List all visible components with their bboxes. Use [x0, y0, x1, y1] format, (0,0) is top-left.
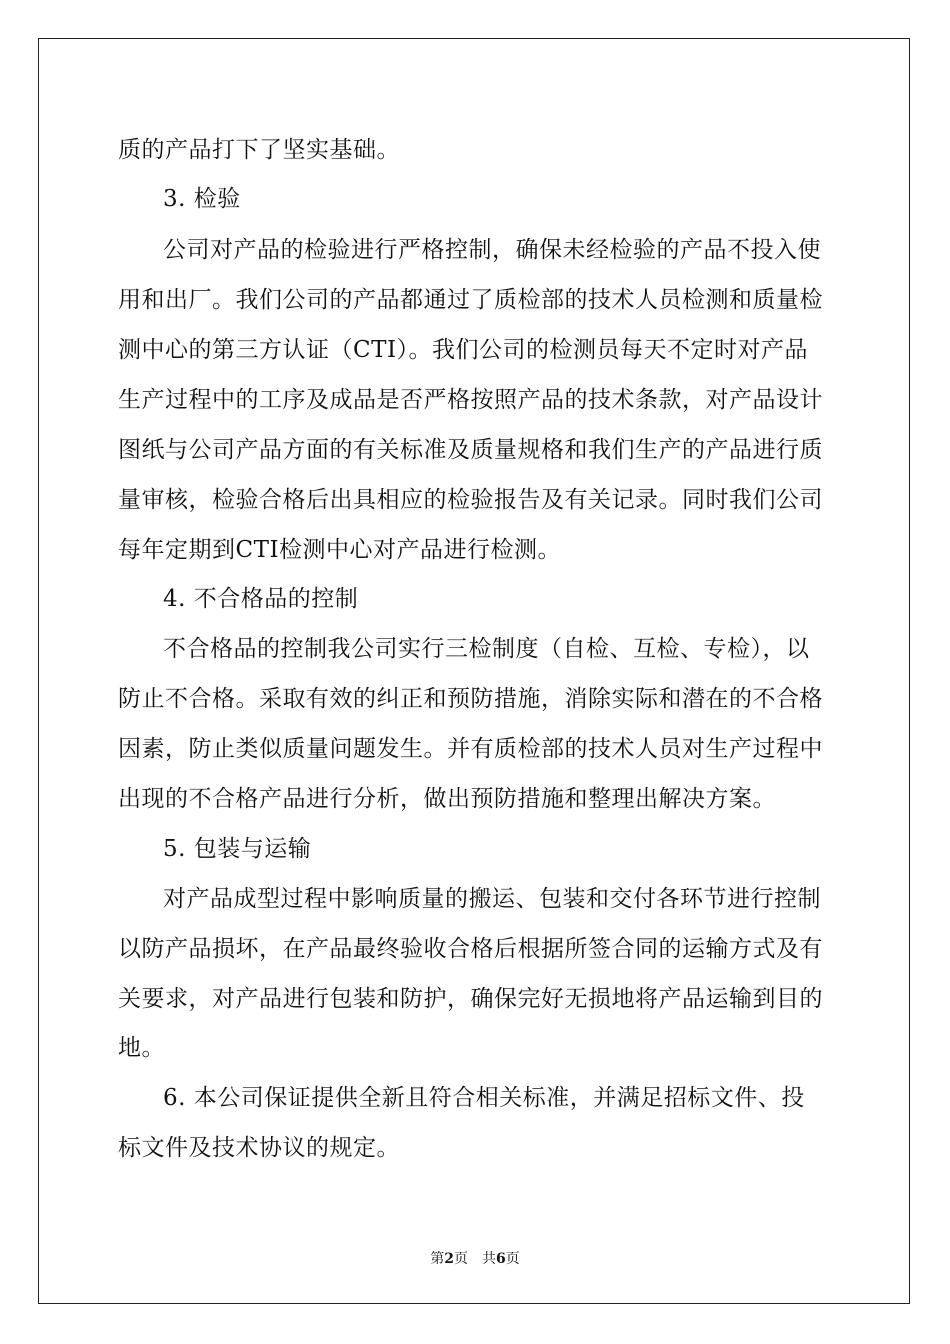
- body-line: 公司对产品的检验进行严格控制，确保未经检验的产品不投入使: [163, 237, 821, 263]
- total-pages: 6: [496, 1251, 506, 1267]
- body-line: 出现的不合格产品进行分析，做出预防措施和整理出解决方案。: [118, 786, 776, 812]
- page-border: [38, 38, 910, 1304]
- body-line: 防止不合格。采取有效的纠正和预防措施，消除实际和潜在的不合格: [118, 686, 823, 712]
- body-line: 用和出厂。我们公司的产品都通过了质检部的技术人员检测和质量检: [118, 287, 823, 313]
- body-line: 不合格品的控制我公司实行三检制度（自检、互检、专检），以: [163, 636, 810, 662]
- body-line: 量审核，检验合格后出具相应的检验报告及有关记录。同时我们公司: [118, 487, 823, 513]
- page-number: 2: [444, 1251, 454, 1267]
- section-heading-inspection: 3. 检验: [163, 186, 241, 212]
- body-line: 关要求，对产品进行包装和防护，确保完好无损地将产品运输到目的: [118, 986, 823, 1012]
- section-heading-nonconforming: 4. 不合格品的控制: [163, 586, 359, 612]
- body-line: 生产过程中的工序及成品是否严格按照产品的技术条款，对产品设计: [118, 387, 823, 413]
- page-footer: [0, 1248, 950, 1268]
- page-prefix: 第: [430, 1251, 445, 1267]
- section-item-guarantee: 6. 本公司保证提供全新且符合相关标准，并满足招标文件、投: [163, 1085, 805, 1111]
- body-line: 因素，防止类似质量问题发生。并有质检部的技术人员对生产过程中: [118, 736, 823, 762]
- total-prefix: 共: [482, 1251, 496, 1267]
- body-line: 地。: [118, 1035, 165, 1061]
- body-line: 以防产品损坏，在产品最终验收合格后根据所签合同的运输方式及有: [118, 936, 823, 962]
- body-line: 图纸与公司产品方面的有关标准及质量规格和我们生产的产品进行质: [118, 437, 823, 463]
- body-line: 质的产品打下了坚实基础。: [118, 137, 400, 163]
- page-suffix: 页: [454, 1251, 468, 1267]
- body-line: 标文件及技术协议的规定。: [118, 1135, 400, 1161]
- total-suffix: 页: [505, 1251, 520, 1267]
- body-line: 每年定期到CTI检测中心对产品进行检测。: [118, 537, 562, 563]
- body-line: 对产品成型过程中影响质量的搬运、包装和交付各环节进行控制: [163, 886, 821, 912]
- body-line: 测中心的第三方认证（CTI）。我们公司的检测员每天不定时对产品: [118, 337, 809, 363]
- section-heading-packaging: 5. 包装与运输: [163, 836, 312, 862]
